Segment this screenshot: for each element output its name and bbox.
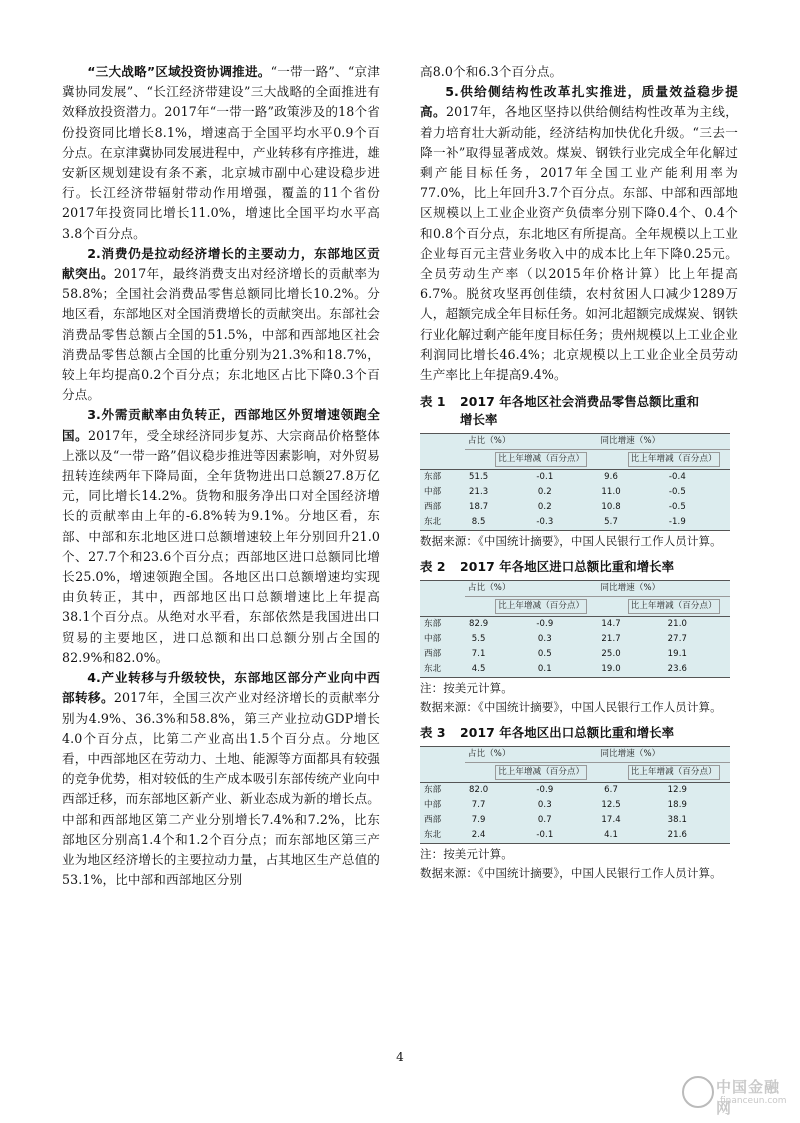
table-1 — [420, 433, 730, 531]
table-row: 中部 21.3 0.2 11.0 -0.5 — [420, 485, 730, 500]
table-header-change: 比上年增减（百分点） — [625, 763, 730, 783]
table-header-empty — [597, 450, 624, 470]
table-header-empty — [465, 597, 492, 617]
table-2 — [420, 580, 730, 678]
table-header-empty — [597, 597, 624, 617]
table-row: 西部 7.9 0.7 17.4 38.1 — [420, 813, 730, 828]
table-header-share: 占比（%） — [465, 747, 597, 763]
watermark-text: 中国金融网 — [716, 1078, 781, 1117]
table-header-blank — [420, 747, 465, 783]
table-header-empty — [465, 450, 492, 470]
paragraph-consumption — [62, 244, 380, 406]
table-header-share: 占比（%） — [465, 434, 597, 450]
table-header-change: 比上年增减（百分点） — [492, 450, 597, 470]
table-row: 东北 2.4 -0.1 4.1 21.6 — [420, 828, 730, 844]
table-1-number: 表 1 — [420, 394, 446, 410]
table-1-title-line2: 增长率 — [460, 412, 498, 428]
table-2-title — [420, 558, 738, 576]
body-consumption: 2017年，最终消费支出对经济增长的贡献率为58.8%；全国社会消费品零售总额同比增长10.2%。分地区看，东部地区对全国消费增长的贡献突出。东部社会消费品零售总额占全国的51.5%，中部和西部地区社会消费品零售总额占全国的比重分别为21.3%和18.7%，较上年均提高0.2个百分点；东北地区占比下降0.3个百分点。 — [62, 266, 380, 403]
watermark-logo-icon — [682, 1076, 714, 1108]
table-header-growth: 同比增速（%） — [597, 434, 730, 450]
table-header-change: 比上年增减（百分点） — [492, 763, 597, 783]
table-row: 中部 5.5 0.3 21.7 27.7 — [420, 632, 730, 647]
heading-supply-side: 5.供给侧结构性改革扎实推进，质量效益稳步提高。 — [420, 84, 738, 120]
table-2-number: 表 2 — [420, 559, 446, 575]
table-2-note: 注：按美元计算。 — [420, 681, 513, 696]
table-header-blank — [420, 434, 465, 470]
body-external-demand: 2017年，受全球经济同步复苏、大宗商品价格整体上涨以及“一带一路”倡议稳步推进等因素影响，对外贸易扭转连续两年下降局面，全年货物进出口总额27.8万亿元，同比增长14.2%。货物和服务净出口对全国经济增长的贡献率由上年的-6.8%转为9.1%。分地区看，东部、中部和东北地区进口总额增速较上年分别回升21.0个、27.7个和23.6个百分点；西部地区进口总额同比增长25.0%，增速领跑全国。各地区出口总额增速均实现由负转正，其中，西部地区出口总额增速比上年提高38.1个百分点。从绝对水平看，东部依然是我国进出口贸易的主要地区，进口总额和出口总额分别占全国的82.9%和82.0%。 — [62, 427, 381, 665]
table-2-title-line1: 2017 年各地区进口总额比重和增长率 — [460, 559, 675, 575]
paragraph-investment — [62, 62, 380, 244]
table-header-change: 比上年增减（百分点） — [492, 597, 597, 617]
table-3-block — [420, 724, 738, 882]
table-row: 西部 18.7 0.2 10.8 -0.5 — [420, 500, 730, 515]
watermark-url: financeun.com — [720, 1096, 787, 1106]
table-row: 中部 7.7 0.3 12.5 18.9 — [420, 798, 730, 813]
table-3-title — [420, 724, 738, 742]
heading-industry-transfer: 4.产业转移与升级较快，东部地区部分产业向中西部转移。 — [62, 670, 380, 706]
table-header-share: 占比（%） — [465, 581, 597, 597]
left-column — [62, 62, 380, 890]
paragraph-industry-transfer — [62, 668, 380, 890]
table-1-block — [420, 393, 738, 550]
table-1-title — [420, 393, 738, 429]
table-2-block — [420, 558, 738, 716]
table-header-change: 比上年增减（百分点） — [625, 597, 730, 617]
page-number: 4 — [396, 1050, 404, 1064]
table-row: 东部 51.5 -0.1 9.6 -0.4 — [420, 470, 730, 486]
table-header-empty — [597, 763, 624, 783]
table-row: 东部 82.0 -0.9 6.7 12.9 — [420, 783, 730, 799]
table-row: 西部 7.1 0.5 25.0 19.1 — [420, 647, 730, 662]
table-header-growth: 同比增速（%） — [597, 581, 730, 597]
table-3-source: 数据来源：《中国统计摘要》，中国人民银行工作人员计算。 — [420, 866, 722, 881]
table-1-source: 数据来源：《中国统计摘要》，中国人民银行工作人员计算。 — [420, 534, 722, 549]
body-investment: “一带一路”、“京津冀协同发展”、“长江经济带建设”三大战略的全面推进有效释放投资潜力。2017年“一带一路”政策涉及的18个省份投资同比增长8.1%，增速高于全国平均水平0.9个百分点。在京津冀协同发展进程中，产业转移有序推进，雄安新区规划建设有条不紊，北京城市副中心建设稳步进行。长江经济带辐射带动作用增强，覆盖的11个省份2017年投资同比增长11.0%，增速比全国平均水平高3.8个百分点。 — [62, 64, 380, 241]
table-1-title-line1: 2017 年各地区社会消费品零售总额比重和 — [460, 394, 700, 410]
table-3 — [420, 746, 730, 844]
table-row: 东部 82.9 -0.9 14.7 21.0 — [420, 617, 730, 633]
table-3-number: 表 3 — [420, 725, 446, 741]
paragraph-external-demand — [62, 405, 380, 668]
heading-consumption: 2.消费仍是拉动经济增长的主要动力，东部地区贡献突出。 — [62, 245, 380, 282]
table-row: 东北 4.5 0.1 19.0 23.6 — [420, 662, 730, 678]
table-header-change: 比上年增减（百分点） — [625, 450, 730, 470]
heading-investment: “三大战略”区域投资协调推进。 — [87, 64, 271, 79]
table-2-source: 数据来源：《中国统计摘要》，中国人民银行工作人员计算。 — [420, 700, 722, 715]
paragraph-industry-transfer-continued: 高8.0个和6.3个百分点。 — [420, 64, 563, 79]
table-header-blank — [420, 581, 465, 617]
table-row: 东北 8.5 -0.3 5.7 -1.9 — [420, 515, 730, 531]
table-header-growth: 同比增速（%） — [597, 747, 730, 763]
heading-external-demand: 3.外需贡献率由负转正，西部地区外贸增速领跑全国。 — [62, 407, 380, 443]
right-column — [420, 62, 738, 882]
paragraph-supply-side — [420, 82, 738, 385]
table-3-title-line1: 2017 年各地区出口总额比重和增长率 — [460, 725, 675, 741]
table-header-empty — [465, 763, 492, 783]
table-3-note: 注：按美元计算。 — [420, 847, 513, 862]
watermark — [682, 1072, 792, 1116]
body-industry-transfer: 2017年，全国三次产业对经济增长的贡献率分别为4.9%、36.3%和58.8%，第三产业拉动GDP增长4.0个百分点，比第二产业高出1.5个百分点。分地区看，中西部地区在劳动力、土地、能源等方面都具有较强的竞争优势，相对较低的生产成本吸引东部传统产业向中西部迁移，而东部地区新产业、新业态成为新的增长点。中部和西部地区第二产业分别增长7.4%和7.2%，比东部地区分别高1.4个和1.2个百分点；而东部地区第三产业为地区经济增长的主要拉动力量，占其地区生产总值的53.1%，比中部和西部地区分别 — [62, 690, 380, 888]
body-supply-side: 2017年，各地区坚持以供给侧结构性改革为主线，着力培育壮大新动能，经济结构加快优化升级。“三去一降一补”取得显著成效。煤炭、钢铁行业完成全年化解过剩产能目标任务，2017年全国工业产能利用率为77.0%，比上年回升3.7个百分点。东部、中部和西部地区规模以上工业企业资产负债率分别下降0.4个、0.4个和0.8个百分点，东北地区有所提高。全年规模以上工业企业每百元主营业务收入中的成本比上年下降0.25元。全员劳动生产率（以2015年价格计算）比上年提高6.7%。脱贫攻坚再创佳绩，农村贫困人口减少1289万人，超额完成全年目标任务。如河北超额完成煤炭、钢铁行业化解过剩产能年度目标任务；贵州规模以上工业企业利润同比增长46.4%；北京规模以上工业企业全员劳动生产率比上年提高9.4%。 — [420, 104, 739, 383]
